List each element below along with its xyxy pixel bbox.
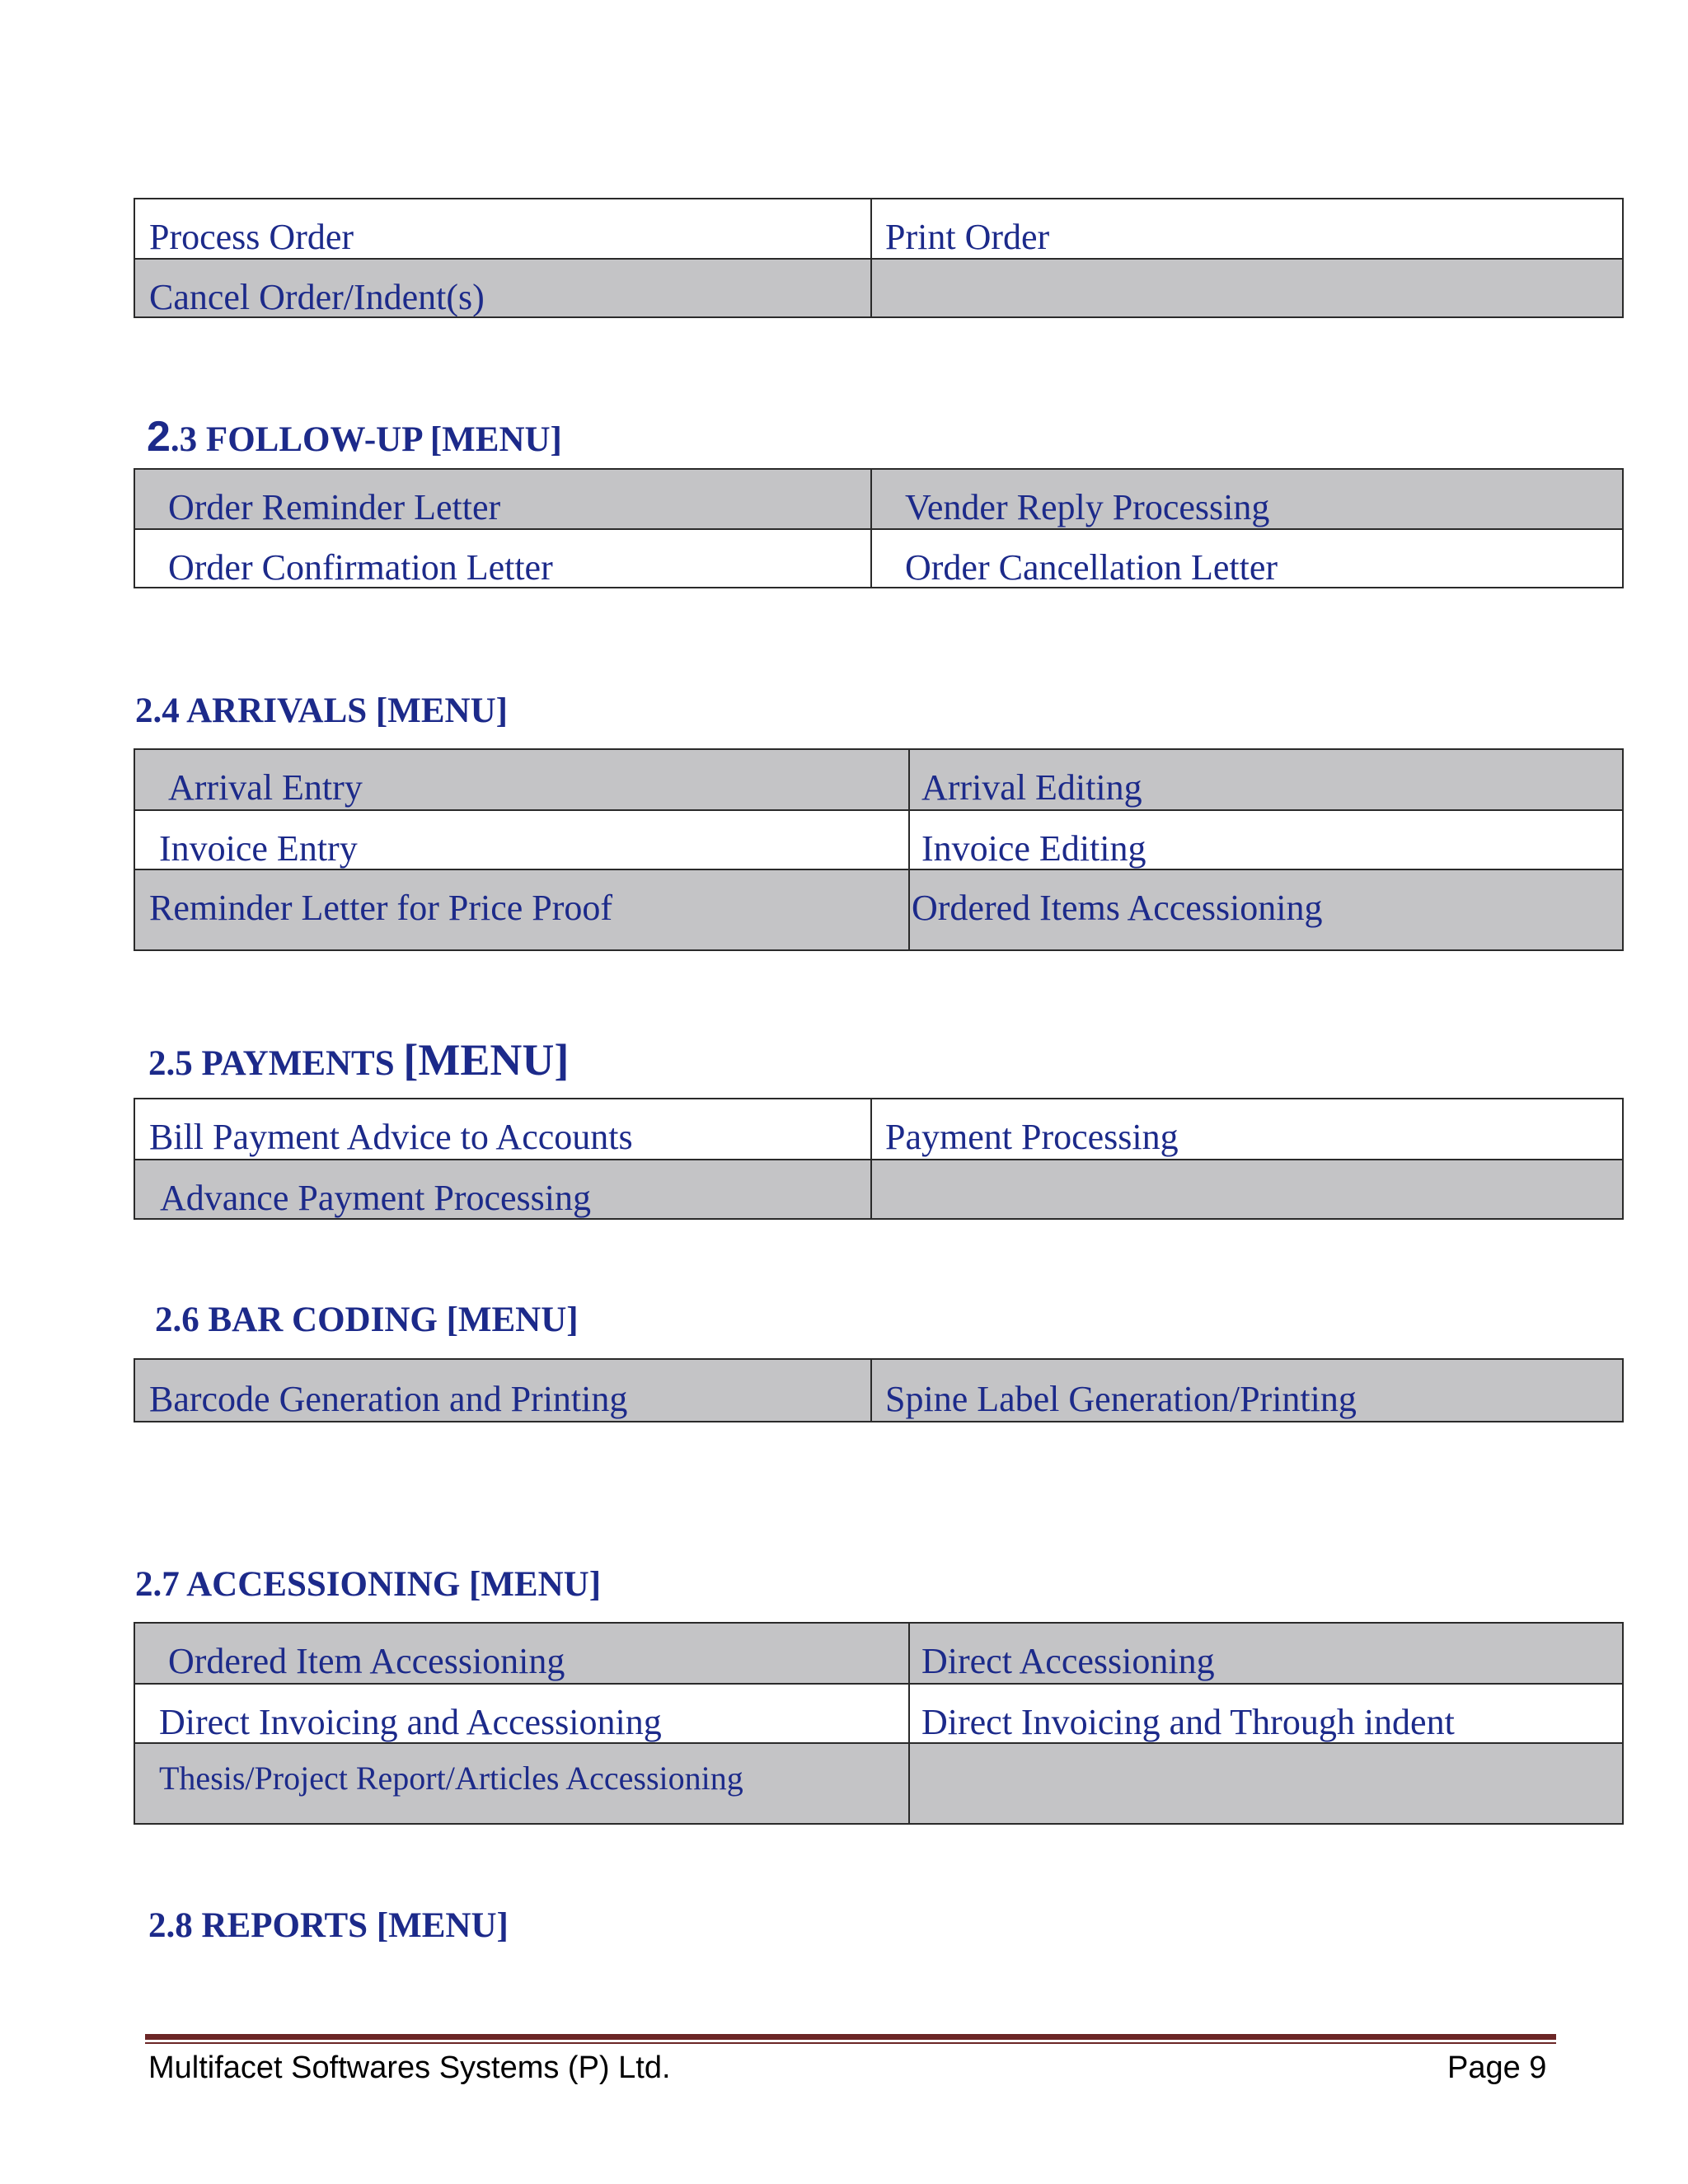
table-cell bbox=[872, 1160, 1622, 1218]
table-cell: Print Order bbox=[885, 217, 1050, 257]
table-cell: Arrival Entry bbox=[135, 750, 910, 809]
table-row bbox=[135, 1742, 1622, 1823]
table-cell: Direct Invoicing and Through indent bbox=[921, 1702, 1455, 1742]
table-row bbox=[135, 1683, 1622, 1742]
footer-divider bbox=[145, 2034, 1556, 2040]
table-row bbox=[135, 750, 1622, 809]
footer-page-number: Page 9 bbox=[1447, 2050, 1547, 2085]
follow-up-table bbox=[134, 468, 1624, 588]
table-cell: Order Reminder Letter bbox=[135, 470, 872, 528]
table-cell: Invoice Editing bbox=[921, 828, 1146, 869]
table-row bbox=[135, 1624, 1622, 1683]
section-heading-payments bbox=[148, 1034, 569, 1085]
section-heading-accessioning: 2.7 ACCESSIONING [MENU] bbox=[135, 1565, 602, 1604]
table-cell: Invoice Entry bbox=[135, 811, 910, 869]
footer-divider-thin bbox=[145, 2042, 1556, 2044]
heading-menu-text: [MENU] bbox=[403, 1035, 570, 1085]
table-cell: Process Order bbox=[135, 199, 872, 258]
table-row bbox=[135, 1099, 1622, 1159]
table-cell: Reminder Letter for Price Proof bbox=[135, 870, 910, 949]
table-row bbox=[135, 470, 1622, 528]
table-cell: Payment Processing bbox=[885, 1117, 1179, 1157]
table-row bbox=[135, 809, 1622, 869]
section-heading-reports: 2.8 REPORTS [MENU] bbox=[148, 1906, 509, 1945]
table-row bbox=[135, 199, 1622, 258]
table-cell: Direct Invoicing and Accessioning bbox=[135, 1685, 910, 1742]
payments-table bbox=[134, 1098, 1624, 1220]
table-cell: Order Confirmation Letter bbox=[135, 530, 872, 587]
section-heading-bar-coding: 2.6 BAR CODING [MENU] bbox=[155, 1301, 579, 1339]
table-cell: Ordered Items Accessioning bbox=[912, 888, 1323, 928]
table-row bbox=[135, 528, 1622, 587]
table-cell bbox=[872, 260, 1622, 316]
table-row bbox=[135, 869, 1622, 949]
table-row bbox=[135, 1159, 1622, 1218]
arrivals-table bbox=[134, 748, 1624, 951]
table-row bbox=[135, 1360, 1622, 1421]
table-cell: Advance Payment Processing bbox=[135, 1160, 872, 1218]
footer-company: Multifacet Softwares Systems (P) Ltd. bbox=[148, 2050, 671, 2085]
order-actions-table bbox=[134, 198, 1624, 318]
heading-text: .3 FOLLOW-UP [MENU] bbox=[170, 420, 562, 459]
table-cell: Barcode Generation and Printing bbox=[135, 1360, 872, 1421]
table-cell: Order Cancellation Letter bbox=[905, 547, 1278, 587]
table-cell: Direct Accessioning bbox=[921, 1641, 1215, 1681]
accessioning-table bbox=[134, 1622, 1624, 1825]
table-cell: Ordered Item Accessioning bbox=[135, 1624, 910, 1683]
table-cell: Cancel Order/Indent(s) bbox=[135, 260, 872, 316]
heading-number: 2 bbox=[147, 413, 171, 461]
table-cell: Thesis/Project Report/Articles Accessioning bbox=[135, 1744, 910, 1823]
heading-text: 2.5 PAYMENTS bbox=[148, 1044, 404, 1083]
section-heading-follow-up bbox=[147, 412, 562, 462]
table-cell: Vender Reply Processing bbox=[905, 487, 1270, 527]
section-heading-arrivals: 2.4 ARRIVALS [MENU] bbox=[135, 691, 508, 730]
table-cell: Arrival Editing bbox=[921, 767, 1142, 808]
bar-coding-table bbox=[134, 1358, 1624, 1422]
table-cell: Bill Payment Advice to Accounts bbox=[135, 1099, 872, 1159]
table-cell bbox=[910, 1744, 1622, 1823]
table-row bbox=[135, 258, 1622, 316]
table-cell: Spine Label Generation/Printing bbox=[885, 1379, 1357, 1419]
